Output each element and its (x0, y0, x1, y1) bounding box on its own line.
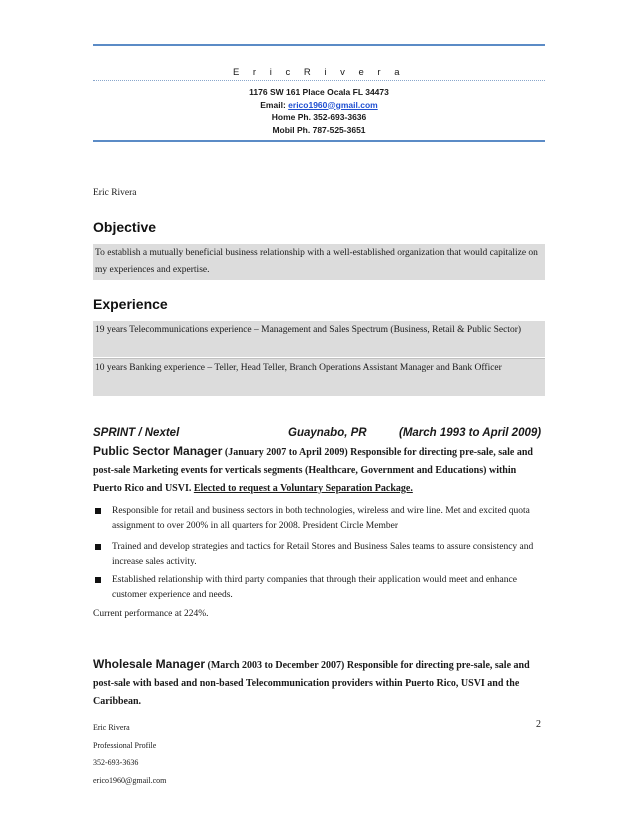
role-title: Wholesale Manager (93, 657, 206, 671)
email-line (93, 99, 545, 112)
experience-row: 19 years Telecommunications experience – Management and Sales Spectrum (Business, Retail & Public Sector) (93, 321, 545, 357)
bullet-text: Established relationship with third party companies that through their application would meet and enhance customer experience and needs. (112, 575, 517, 600)
address: 1176 SW 161 Place Ocala FL 34473 (249, 87, 389, 97)
header-bottom-rule (93, 140, 545, 142)
square-bullet-icon (95, 577, 101, 583)
objective-heading: Objective (93, 219, 157, 235)
square-bullet-icon (95, 508, 101, 514)
email-label: Email: (260, 99, 286, 110)
page-number: 2 (536, 719, 541, 730)
job-dates: (March 1993 to April 2009) (399, 427, 542, 439)
email-link[interactable]: erico1960@gmail.com (288, 99, 378, 110)
job-location: Guaynabo, PR (288, 427, 367, 439)
current-performance: Current performance at 224%. (93, 609, 209, 619)
role-public-sector (93, 442, 545, 498)
footer-email: erico1960@gmail.com (93, 775, 167, 785)
bullet-item (93, 540, 545, 570)
header-name: E r i c R i v e r a (232, 67, 406, 78)
role-description: (March 2003 to December 2007) Responsible for directing pre-sale, sale and post-sale with based and non-based Telecommunication providers within Puerto Rico, USVI and the Caribbean. (93, 660, 530, 707)
footer-phone: 352-693-3636 (93, 758, 139, 767)
header-dotted-rule (93, 80, 545, 81)
home-phone: Home Ph. 352-693-3636 (271, 112, 367, 122)
role-description: (January 2007 to April 2009) Responsible for directing pre-sale, sale and post-sale Marketing events for verticals segments (Healthcare, Government and Educations) within Puerto Rico and USVI. (93, 447, 533, 494)
experience-row: 10 years Banking experience – Teller, Head Teller, Branch Operations Assistant Manager and Bank Officer (93, 359, 545, 396)
bullet-text: Trained and develop strategies and tactics for Retail Stores and Business Sales teams to assure consistency and increase sales activity. (112, 542, 534, 567)
job-company: SPRINT / Nextel (93, 427, 180, 439)
bullet-text: Responsible for retail and business sectors in both technologies, wireless and wire line. Met and excited quota assignment to over 200% in all quarters for 2008. President Circle Member (112, 506, 530, 531)
header-contact (93, 86, 545, 136)
experience-heading: Experience (93, 296, 168, 312)
role-title: Public Sector Manager (93, 444, 223, 458)
header-top-rule (93, 44, 545, 46)
role-wholesale (93, 655, 545, 711)
author-line: Eric Rivera (93, 188, 137, 198)
footer-profile: Professional Profile (93, 740, 157, 750)
mobile-phone: Mobil Ph. 787-525-3651 (272, 124, 366, 135)
objective-text: To establish a mutually beneficial business relationship with a well-established organization that would capitalize on my experiences and expertise. (93, 244, 545, 280)
square-bullet-icon (95, 544, 101, 550)
bullet-item (93, 504, 545, 534)
bullet-item (93, 573, 545, 603)
footer-name: Eric Rivera (93, 723, 130, 732)
page-footer (93, 719, 166, 789)
separation-note: Elected to request a Voluntary Separation Package. (193, 483, 413, 494)
